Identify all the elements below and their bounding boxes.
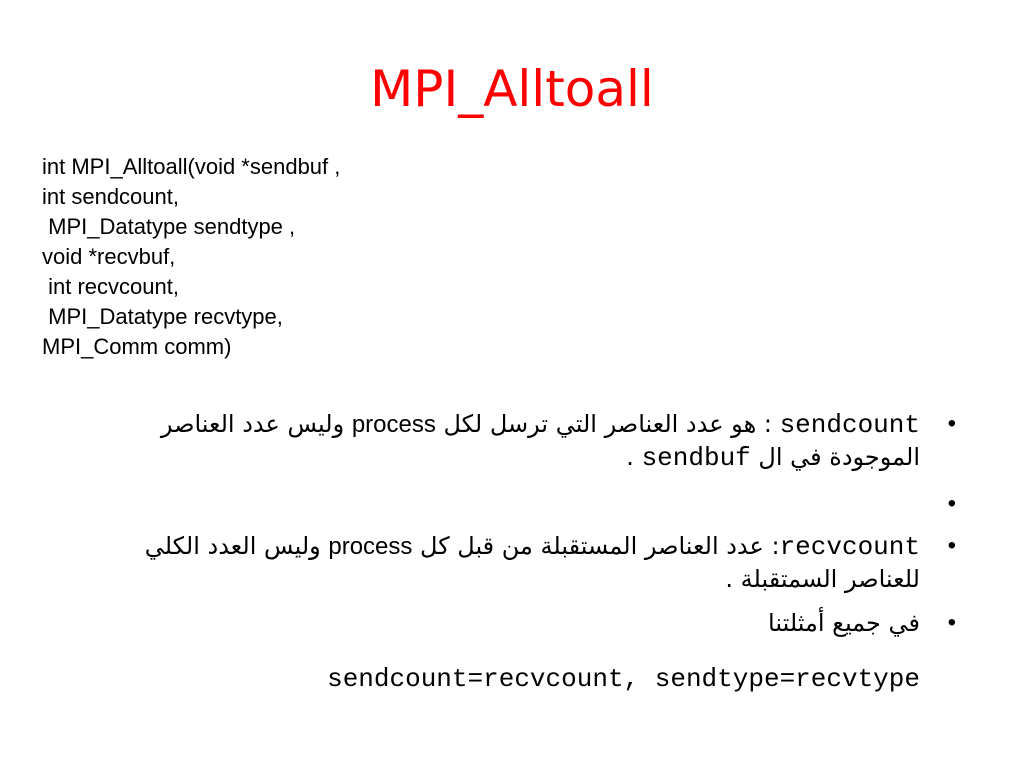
sendcount-text-b: وليس عدد العناصر الموجودة في ال [160, 410, 920, 471]
bullet-dot: • [947, 490, 956, 517]
bullet-dot: • [947, 609, 956, 636]
process-word: process [328, 533, 413, 560]
examples-text: في جميع أمثلتنا [768, 609, 920, 637]
bullet-dot: • [947, 532, 956, 559]
colon: : [763, 532, 780, 560]
recvcount-term: recvcount [779, 532, 920, 562]
signature-line: int sendcount, [42, 184, 179, 209]
process-word: process [351, 411, 436, 438]
signature-line: int MPI_Alltoall(void *sendbuf , [42, 154, 341, 179]
signature-line: MPI_Comm comm) [42, 334, 232, 359]
signature-line: MPI_Datatype sendtype , [42, 214, 296, 239]
sentence-end: . [626, 443, 642, 471]
colon: : [756, 410, 780, 438]
signature-line: int recvcount, [42, 274, 179, 299]
bullet-recvcount [90, 530, 970, 595]
recvcount-text-a: عدد العناصر المستقبلة من قبل كل [412, 532, 764, 560]
signature-line: void *recvbuf, [42, 244, 176, 269]
sendcount-term: sendcount [779, 410, 920, 440]
bullet-dot: • [947, 410, 956, 437]
equality-statement: sendcount=recvcount, sendtype=recvtype [327, 664, 920, 694]
bullet-sendcount [90, 408, 970, 474]
bullet-list [90, 408, 970, 647]
sendcount-text-a: هو عدد العناصر التي ترسل لكل [435, 410, 757, 438]
slide-title: MPI_Alltoall [370, 60, 654, 118]
function-signature [42, 152, 642, 362]
bullet-examples [90, 607, 970, 639]
signature-line: MPI_Datatype recvtype, [42, 304, 283, 329]
bullet-empty [90, 488, 970, 520]
recvcount-text-b: وليس العدد الكلي للعناصر السمتقبلة . [144, 532, 920, 593]
sendbuf-term: sendbuf [641, 443, 751, 473]
